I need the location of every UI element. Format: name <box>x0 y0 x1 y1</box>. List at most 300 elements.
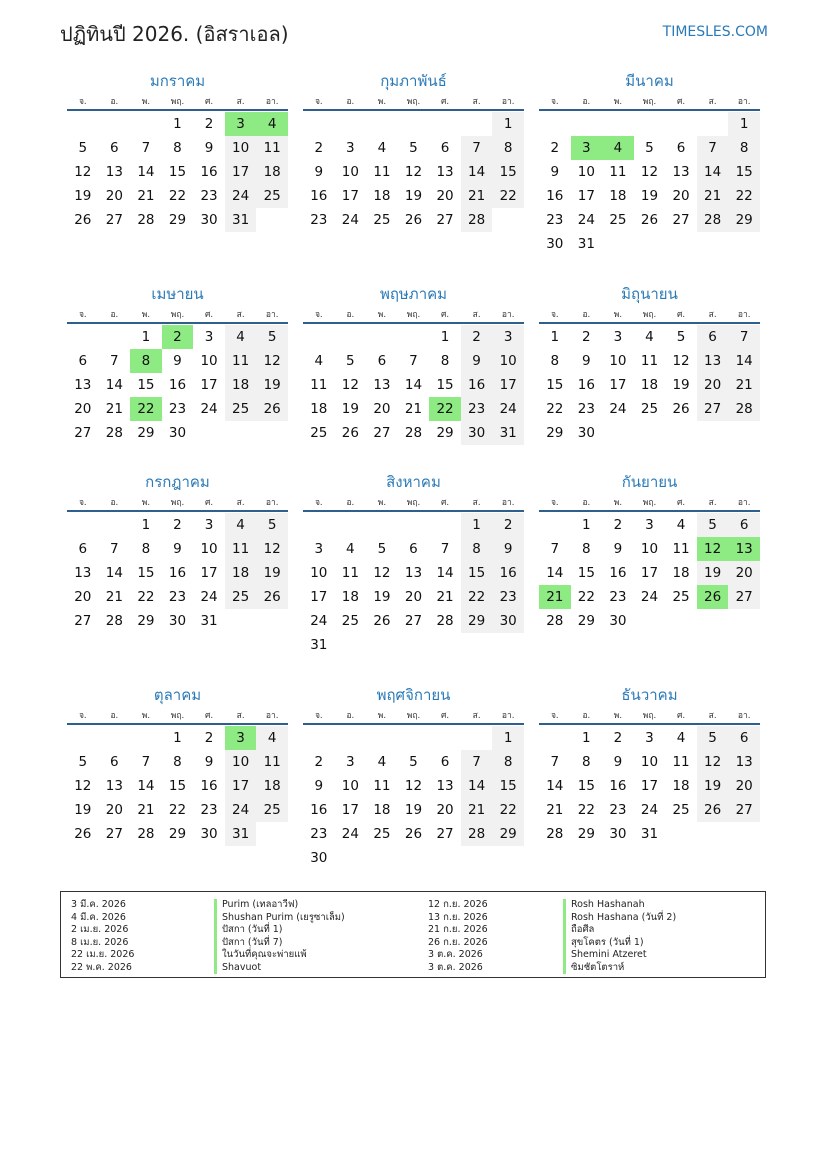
day-cell: 17 <box>492 373 524 397</box>
day-cell: 23 <box>200 802 218 818</box>
empty-cell <box>366 112 398 136</box>
weekday-label: ศ. <box>440 710 450 721</box>
weekday-label: พฤ. <box>642 96 657 107</box>
day-cell: 9 <box>492 537 524 561</box>
day-cell: 21 <box>105 401 123 417</box>
day-cell: 15 <box>137 377 155 393</box>
day-cell: 1 <box>728 112 760 136</box>
empty-cell <box>99 112 131 136</box>
day-cell: 28 <box>436 613 454 629</box>
legend-date: 2 เม.ย. 2026 <box>71 924 129 935</box>
day-cell: 25 <box>640 401 659 417</box>
weekday-label: ส. <box>708 309 717 320</box>
day-cell: 5 <box>377 541 387 557</box>
day-cell: 4 <box>256 112 288 136</box>
day-cell: 14 <box>105 565 123 581</box>
day-cell: 16 <box>310 188 328 204</box>
day-cell: 17 <box>640 778 659 794</box>
legend-holiday-name: ถือศีล <box>563 924 676 937</box>
day-cell: 20 <box>105 802 123 818</box>
weekday-header <box>303 493 524 512</box>
day-cell: 24 <box>200 589 218 605</box>
day-cell: 23 <box>577 401 595 417</box>
weekday-label: อ. <box>582 497 591 508</box>
weekday-label: พฤ. <box>170 710 185 721</box>
day-cell: 18 <box>341 589 359 605</box>
weekday-label: อา. <box>737 96 751 107</box>
weekday-label: พ. <box>377 710 387 721</box>
day-cell: 26 <box>697 585 729 609</box>
day-cell: 18 <box>672 778 690 794</box>
weekday-label: พฤ. <box>406 96 421 107</box>
day-cell: 1 <box>492 726 524 750</box>
legend-holiday-name: ซิมชัตโตราห์ <box>563 962 676 975</box>
day-cell: 6 <box>440 754 450 770</box>
day-cell: 6 <box>440 140 450 156</box>
day-cell: 4 <box>645 329 654 345</box>
day-cell: 25 <box>310 425 328 441</box>
legend-holiday-name: สุขโคตร (วันที่ 1) <box>563 937 676 950</box>
day-cell: 3 <box>492 325 524 349</box>
day-cell: 12 <box>74 778 92 794</box>
weekday-header <box>303 92 524 111</box>
month-block <box>539 283 760 445</box>
day-cell: 31 <box>200 613 218 629</box>
legend-holiday-name: Shemini Atzeret <box>563 949 676 962</box>
day-cell: 23 <box>609 802 627 818</box>
day-cell: 10 <box>200 353 218 369</box>
empty-cell <box>398 325 430 349</box>
weekday-label: ศ. <box>676 710 686 721</box>
day-cell: 10 <box>225 750 257 774</box>
weekday-label: พฤ. <box>170 96 185 107</box>
weekday-label: ส. <box>708 710 717 721</box>
empty-cell <box>366 325 398 349</box>
day-cell: 10 <box>492 349 524 373</box>
day-cell: 9 <box>173 353 182 369</box>
day-cell: 28 <box>546 826 564 842</box>
day-cell: 28 <box>137 212 155 228</box>
weekday-label: อา. <box>265 497 279 508</box>
day-cell: 8 <box>492 136 524 160</box>
empty-cell <box>67 513 99 537</box>
weekday-label: จ. <box>550 497 559 508</box>
month-name: สิงหาคม <box>386 473 441 491</box>
legend-date: 22 พ.ค. 2026 <box>71 961 132 973</box>
day-cell: 31 <box>310 637 328 653</box>
day-cell: 31 <box>640 826 659 842</box>
weekday-label: อา. <box>737 497 751 508</box>
day-cell: 27 <box>74 613 92 629</box>
empty-cell <box>99 726 131 750</box>
day-cell: 25 <box>373 212 391 228</box>
day-cell: 1 <box>440 329 450 345</box>
day-cell: 19 <box>672 377 690 393</box>
day-cell: 31 <box>225 822 257 846</box>
legend-date: 8 เม.ย. 2026 <box>71 936 129 948</box>
day-cell: 1 <box>173 730 182 746</box>
day-cell: 8 <box>492 750 524 774</box>
day-cell: 24 <box>640 802 659 818</box>
day-cell: 14 <box>436 565 454 581</box>
day-cell: 30 <box>168 613 187 629</box>
day-cell: 18 <box>373 188 391 204</box>
weekday-label: ส. <box>472 96 481 107</box>
day-cell: 11 <box>310 377 328 393</box>
day-cell: 19 <box>256 373 288 397</box>
day-cell: 21 <box>137 802 155 818</box>
day-cell: 27 <box>672 212 690 228</box>
day-cell: 17 <box>341 802 359 818</box>
site-link[interactable]: TIMESLES.COM <box>662 24 768 40</box>
day-cell: 17 <box>341 188 359 204</box>
empty-cell <box>697 112 729 136</box>
day-cell: 4 <box>314 353 324 369</box>
day-cell: 23 <box>310 826 328 842</box>
weekday-label: พฤ. <box>170 309 185 320</box>
legend-date: 3 มี.ค. 2026 <box>71 899 126 910</box>
day-cell: 1 <box>550 329 560 345</box>
legend-names-left <box>214 899 345 974</box>
day-cell: 2 <box>162 325 194 349</box>
day-cell: 16 <box>200 778 218 794</box>
empty-cell <box>429 513 461 537</box>
day-cell: 27 <box>373 425 391 441</box>
day-cell: 7 <box>461 136 493 160</box>
day-cell: 22 <box>728 184 760 208</box>
day-cell: 24 <box>225 184 257 208</box>
month-block <box>539 70 760 256</box>
day-cell: 29 <box>577 826 595 842</box>
day-cell: 22 <box>546 401 564 417</box>
day-cell: 25 <box>341 613 359 629</box>
day-cell: 14 <box>137 164 155 180</box>
day-cell: 8 <box>440 353 450 369</box>
day-cell: 15 <box>436 377 454 393</box>
month-name: พฤศจิกายน <box>376 686 451 704</box>
day-cell: 29 <box>436 425 454 441</box>
day-cell: 6 <box>110 754 119 770</box>
day-cell: 24 <box>200 401 218 417</box>
weekday-label: ศ. <box>676 96 686 107</box>
day-cell: 11 <box>225 537 257 561</box>
day-grid <box>303 112 524 232</box>
day-cell: 16 <box>577 377 595 393</box>
day-cell: 27 <box>105 212 123 228</box>
day-cell: 31 <box>225 208 257 232</box>
day-cell: 13 <box>672 164 690 180</box>
month-name: ตุลาคม <box>153 686 202 704</box>
month-block <box>67 283 288 445</box>
day-cell: 19 <box>373 589 391 605</box>
weekday-label: อา. <box>265 710 279 721</box>
empty-cell <box>539 112 571 136</box>
day-cell: 1 <box>173 116 182 132</box>
day-cell: 14 <box>404 377 423 393</box>
weekday-label: อา. <box>737 309 751 320</box>
day-grid <box>539 112 760 256</box>
day-cell: 19 <box>341 401 359 417</box>
day-cell: 4 <box>676 730 686 746</box>
day-cell: 28 <box>105 613 123 629</box>
empty-cell <box>335 325 367 349</box>
month-block <box>539 684 760 846</box>
weekday-label: อ. <box>346 497 355 508</box>
day-cell: 24 <box>640 589 659 605</box>
empty-cell <box>398 112 430 136</box>
day-cell: 7 <box>409 353 418 369</box>
day-cell: 30 <box>492 609 524 633</box>
weekday-label: จ. <box>78 497 87 508</box>
empty-cell <box>398 513 430 537</box>
day-cell: 7 <box>728 325 760 349</box>
day-cell: 29 <box>168 212 187 228</box>
weekday-label: ศ. <box>676 309 686 320</box>
legend-holiday-name: ปัสกา (วันที่ 7) <box>214 937 345 950</box>
day-cell: 13 <box>373 377 391 393</box>
day-cell: 15 <box>168 164 187 180</box>
day-cell: 18 <box>609 188 627 204</box>
day-cell: 10 <box>577 164 595 180</box>
day-cell: 30 <box>310 850 328 866</box>
day-cell: 6 <box>697 325 729 349</box>
day-cell: 12 <box>404 164 423 180</box>
day-cell: 10 <box>341 164 359 180</box>
day-cell: 16 <box>310 802 328 818</box>
legend-holiday-name: Rosh Hashanah <box>563 899 676 912</box>
day-grid <box>67 726 288 846</box>
weekday-label: จ. <box>78 96 87 107</box>
holiday-legend <box>60 891 766 978</box>
day-cell: 5 <box>78 754 88 770</box>
weekday-header <box>67 305 288 324</box>
day-cell: 7 <box>550 754 560 770</box>
weekday-label: อ. <box>110 309 119 320</box>
day-cell: 8 <box>461 537 493 561</box>
empty-cell <box>665 112 697 136</box>
day-cell: 26 <box>256 397 288 421</box>
empty-cell <box>303 325 335 349</box>
day-cell: 6 <box>78 353 88 369</box>
day-cell: 23 <box>492 585 524 609</box>
weekday-header <box>67 92 288 111</box>
empty-cell <box>99 325 131 349</box>
day-cell: 30 <box>200 212 218 228</box>
day-cell: 27 <box>105 826 123 842</box>
day-cell: 19 <box>697 774 729 798</box>
day-cell: 15 <box>137 565 155 581</box>
day-cell: 22 <box>130 397 162 421</box>
day-cell: 14 <box>105 377 123 393</box>
day-cell: 3 <box>204 517 214 533</box>
day-cell: 11 <box>256 136 288 160</box>
day-cell: 2 <box>173 517 182 533</box>
day-cell: 8 <box>141 541 151 557</box>
day-cell: 20 <box>436 802 454 818</box>
day-cell: 10 <box>225 136 257 160</box>
day-cell: 13 <box>105 778 123 794</box>
day-cell: 2 <box>314 754 324 770</box>
day-cell: 6 <box>78 541 88 557</box>
day-cell: 28 <box>404 425 423 441</box>
weekday-label: อ. <box>110 710 119 721</box>
day-cell: 25 <box>373 826 391 842</box>
day-cell: 16 <box>492 561 524 585</box>
weekday-label: พฤ. <box>170 497 185 508</box>
day-grid <box>303 726 524 870</box>
month-name: กุมภาพันธ์ <box>380 72 447 90</box>
day-cell: 21 <box>461 184 493 208</box>
day-cell: 25 <box>225 585 257 609</box>
weekday-label: พ. <box>377 309 387 320</box>
day-grid <box>67 112 288 232</box>
month-block <box>539 471 760 633</box>
day-grid <box>539 513 760 633</box>
day-cell: 9 <box>613 541 623 557</box>
day-grid <box>539 325 760 445</box>
day-cell: 3 <box>346 754 355 770</box>
day-cell: 13 <box>728 537 760 561</box>
day-cell: 12 <box>404 778 423 794</box>
day-cell: 5 <box>256 513 288 537</box>
day-cell: 12 <box>74 164 92 180</box>
day-cell: 27 <box>404 613 423 629</box>
day-cell: 21 <box>404 401 423 417</box>
day-cell: 22 <box>429 397 461 421</box>
day-cell: 24 <box>341 826 359 842</box>
legend-date: 22 เม.ย. 2026 <box>71 949 135 960</box>
weekday-label: จ. <box>314 96 323 107</box>
day-cell: 15 <box>168 778 187 794</box>
empty-cell <box>461 726 493 750</box>
day-cell: 26 <box>697 798 729 822</box>
day-cell: 29 <box>546 425 564 441</box>
weekday-label: ศ. <box>440 497 450 508</box>
empty-cell <box>335 112 367 136</box>
empty-cell <box>539 513 571 537</box>
day-cell: 1 <box>141 329 151 345</box>
weekday-label: พ. <box>377 96 387 107</box>
day-cell: 19 <box>256 561 288 585</box>
weekday-label: พ. <box>141 309 151 320</box>
empty-cell <box>634 112 666 136</box>
legend-date: 26 ก.ย. 2026 <box>428 936 488 948</box>
day-cell: 28 <box>461 822 493 846</box>
day-cell: 8 <box>173 140 182 156</box>
day-cell: 20 <box>672 188 690 204</box>
day-cell: 5 <box>409 140 418 156</box>
weekday-label: พ. <box>141 96 151 107</box>
weekday-label: พฤ. <box>406 710 421 721</box>
empty-cell <box>303 726 335 750</box>
day-cell: 5 <box>256 325 288 349</box>
day-cell: 9 <box>613 754 623 770</box>
weekday-header <box>303 706 524 725</box>
day-cell: 6 <box>728 726 760 750</box>
day-cell: 14 <box>546 565 564 581</box>
legend-holiday-name: Shushan Purim (เยรูซาเล็ม) <box>214 912 345 925</box>
day-cell: 8 <box>582 541 591 557</box>
day-cell: 29 <box>137 425 155 441</box>
day-cell: 14 <box>461 774 493 798</box>
weekday-label: พฤ. <box>406 309 421 320</box>
day-cell: 23 <box>168 401 187 417</box>
day-cell: 7 <box>440 541 450 557</box>
day-cell: 16 <box>461 373 493 397</box>
legend-date: 3 ต.ค. 2026 <box>428 961 483 973</box>
month-name: มกราคม <box>149 72 206 90</box>
day-cell: 26 <box>74 826 92 842</box>
legend-holiday-name: Shavuot <box>214 962 345 975</box>
day-cell: 13 <box>74 377 92 393</box>
day-cell: 11 <box>341 565 359 581</box>
day-cell: 9 <box>204 140 214 156</box>
day-cell: 5 <box>78 140 88 156</box>
day-cell: 21 <box>697 184 729 208</box>
empty-cell <box>602 112 634 136</box>
day-cell: 16 <box>609 778 627 794</box>
day-cell: 16 <box>200 164 218 180</box>
day-grid <box>303 325 524 445</box>
day-cell: 21 <box>539 585 571 609</box>
day-cell: 17 <box>225 160 257 184</box>
day-cell: 7 <box>550 541 560 557</box>
empty-cell <box>130 112 162 136</box>
day-cell: 5 <box>676 329 686 345</box>
day-cell: 26 <box>404 212 423 228</box>
day-cell: 20 <box>728 561 760 585</box>
day-cell: 8 <box>130 349 162 373</box>
day-cell: 3 <box>346 140 355 156</box>
day-cell: 4 <box>377 754 387 770</box>
day-cell: 12 <box>341 377 359 393</box>
weekday-label: อ. <box>110 497 119 508</box>
day-cell: 14 <box>728 349 760 373</box>
month-block <box>67 471 288 633</box>
month-block <box>67 70 288 232</box>
day-cell: 4 <box>256 726 288 750</box>
day-cell: 15 <box>492 160 524 184</box>
day-cell: 22 <box>137 589 155 605</box>
day-cell: 25 <box>672 802 690 818</box>
day-cell: 10 <box>609 353 627 369</box>
empty-cell <box>67 726 99 750</box>
day-cell: 17 <box>225 774 257 798</box>
empty-cell <box>366 726 398 750</box>
day-cell: 31 <box>577 236 595 252</box>
day-cell: 12 <box>697 750 729 774</box>
day-cell: 21 <box>546 802 564 818</box>
day-cell: 11 <box>225 349 257 373</box>
weekday-label: พ. <box>613 309 623 320</box>
month-name: พฤษภาคม <box>379 285 448 303</box>
day-cell: 11 <box>373 778 391 794</box>
day-cell: 2 <box>492 513 524 537</box>
day-cell: 23 <box>461 397 493 421</box>
day-cell: 23 <box>609 589 627 605</box>
weekday-label: ศ. <box>440 96 450 107</box>
day-cell: 22 <box>492 184 524 208</box>
day-cell: 19 <box>697 561 729 585</box>
day-cell: 13 <box>74 565 92 581</box>
empty-cell <box>429 112 461 136</box>
day-cell: 8 <box>173 754 182 770</box>
weekday-header <box>539 493 760 512</box>
weekday-label: จ. <box>550 96 559 107</box>
day-cell: 10 <box>640 754 659 770</box>
day-cell: 7 <box>110 541 119 557</box>
day-cell: 27 <box>728 585 760 609</box>
